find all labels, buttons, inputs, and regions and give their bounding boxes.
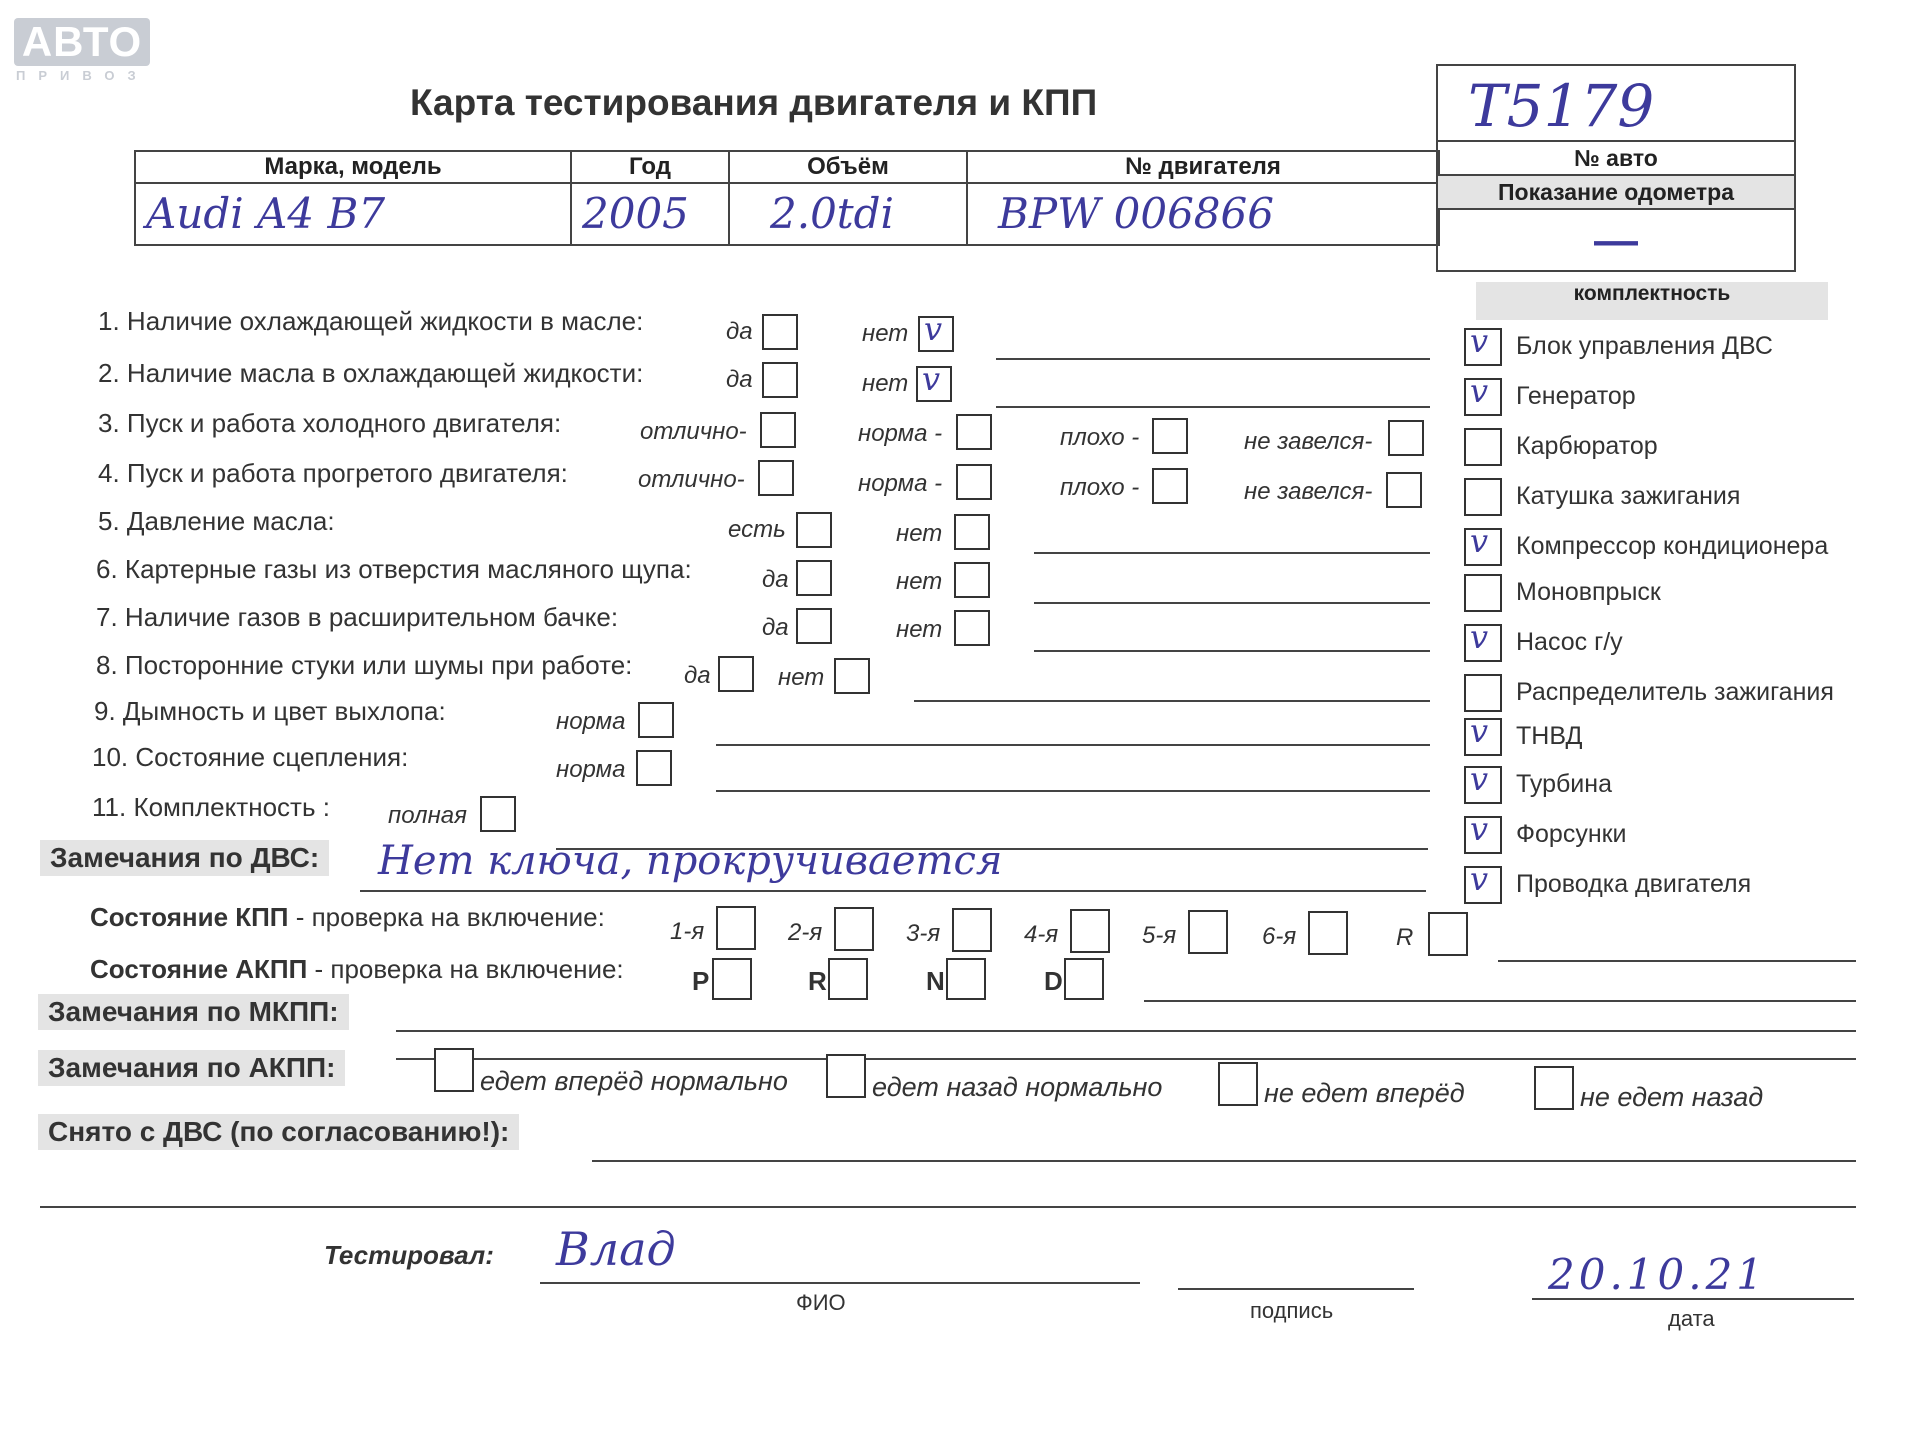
akpp-no-back-label: не едет назад [1580, 1082, 1764, 1112]
komplekt-label: Форсунки [1516, 820, 1627, 848]
q4-otl-label: отлично- [638, 466, 745, 493]
remarks-mkpp-label: Замечания по МКПП: [38, 994, 349, 1030]
komplekt-checkbox[interactable] [1464, 760, 1502, 804]
akpp-forward-normal-label: едет вперёд нормально [480, 1066, 788, 1096]
q4-norma-checkbox[interactable] [956, 464, 992, 500]
q4-otl-checkbox[interactable] [758, 460, 794, 496]
question-6: 6. Картерные газы из отверстия масляного щупа: [96, 554, 692, 584]
kpp-label: Состояние КПП - проверка на включение: [90, 902, 605, 932]
kpp-gear-label: 5-я [1142, 922, 1177, 949]
q5-notes-line[interactable] [1034, 552, 1430, 554]
komplekt-checkbox[interactable] [1464, 674, 1502, 712]
kpp-gear-label: 3-я [906, 920, 941, 947]
remarks-dvs-value[interactable]: Нет ключа, прокручивается [378, 838, 1003, 884]
header-year: Год [571, 151, 729, 183]
question-1: 1. Наличие охлаждающей жидкости в масле: [98, 306, 644, 336]
akpp-gear-checkbox[interactable] [1064, 958, 1104, 1000]
kpp-gear-checkbox[interactable] [1428, 912, 1468, 956]
signature-label: подпись [1250, 1298, 1334, 1323]
fio-label: ФИО [796, 1290, 846, 1315]
odometer-value[interactable]: — [1594, 216, 1638, 265]
q3-ne-zav-checkbox[interactable] [1388, 420, 1424, 456]
q5-est-checkbox[interactable] [796, 512, 832, 548]
q9-norma-checkbox[interactable] [638, 702, 674, 738]
q6-da-checkbox[interactable] [796, 560, 832, 596]
check-mark-icon: v [1470, 860, 1489, 898]
question-5: 5. Давление масла: [98, 506, 335, 536]
header-engine-number: № двигателя [967, 151, 1439, 183]
fio-line [540, 1282, 1140, 1284]
check-mark-icon: v [1470, 372, 1489, 410]
remarks-dvs-label: Замечания по ДВС: [40, 840, 329, 876]
q7-net-label: нет [896, 616, 943, 643]
q6-da-label: да [762, 566, 789, 593]
q3-otl-checkbox[interactable] [760, 412, 796, 448]
komplekt-checkbox[interactable] [1464, 712, 1502, 756]
komplekt-label: Распределитель зажигания [1516, 678, 1834, 706]
komplekt-checkbox[interactable] [1464, 860, 1502, 904]
question-11: 11. Комплектность : [92, 792, 330, 822]
komplekt-label: Насос г/у [1516, 628, 1623, 656]
date-label: дата [1668, 1306, 1715, 1331]
removed-label: Снято с ДВС (по согласованию!): [38, 1114, 519, 1150]
tested-by-label: Тестировал: [324, 1240, 494, 1270]
komplekt-checkbox[interactable] [1464, 428, 1502, 466]
kpp-gear-checkbox[interactable] [1188, 910, 1228, 954]
q7-net-checkbox[interactable] [954, 610, 990, 646]
q9-notes-line[interactable] [716, 744, 1430, 746]
question-9: 9. Дымность и цвет выхлопа: [94, 696, 446, 726]
akpp-forward-normal-checkbox[interactable] [434, 1048, 474, 1092]
removed-line-1[interactable] [592, 1160, 1856, 1162]
q1-net-label: нет [862, 320, 909, 347]
question-4: 4. Пуск и работа прогретого двигателя: [98, 458, 568, 488]
q9-norma-label: норма [556, 708, 626, 735]
q3-norma-checkbox[interactable] [956, 414, 992, 450]
q4-ploho-checkbox[interactable] [1152, 468, 1188, 504]
header-volume: Объём [729, 151, 967, 183]
date-value[interactable]: 20.10.21 [1548, 1250, 1768, 1299]
akpp-back-normal-label: едет назад нормально [872, 1072, 1163, 1102]
q4-ploho-label: плохо - [1060, 474, 1140, 501]
q3-ne-zav-label: не завелся- [1244, 428, 1373, 455]
check-mark-icon: v [1470, 322, 1489, 360]
akpp-no-forward-label: не едет вперёд [1264, 1078, 1465, 1108]
value-volume[interactable]: 2.0tdi [729, 183, 967, 245]
kpp-gear-label: 4-я [1024, 921, 1059, 948]
q3-norma-label: норма - [858, 420, 943, 447]
akpp-gear-label: P [692, 966, 710, 996]
kpp-gear-checkbox[interactable] [834, 907, 874, 951]
komplekt-checkbox[interactable] [1464, 522, 1502, 566]
q3-ploho-label: плохо - [1060, 424, 1140, 451]
check-mark-icon: v [1470, 712, 1489, 750]
question-7: 7. Наличие газов в расширительном бачке: [96, 602, 619, 632]
question-8: 8. Посторонние стуки или шумы при работе: [96, 650, 633, 680]
logo-subtitle: ПРИВОЗ [16, 68, 149, 83]
header-make-model: Марка, модель [135, 151, 571, 183]
komplekt-checkbox[interactable] [1464, 810, 1502, 854]
value-year[interactable]: 2005 [571, 183, 729, 245]
logo: АВТО [14, 18, 150, 66]
kpp-gear-checkbox[interactable] [1308, 911, 1348, 955]
akpp-notes-line[interactable] [1144, 1000, 1856, 1002]
remarks-dvs-line [360, 890, 1426, 892]
page-title: Карта тестирования двигателя и КПП [410, 82, 1098, 123]
komplekt-label: ТНВД [1516, 722, 1583, 750]
q8-net-checkbox[interactable] [834, 658, 870, 694]
akpp-label: Состояние АКПП - проверка на включение: [90, 954, 624, 984]
komplekt-label: Проводка двигателя [1516, 870, 1752, 898]
akpp-gear-checkbox[interactable] [946, 958, 986, 1000]
q10-norma-checkbox[interactable] [636, 750, 672, 786]
q5-net-checkbox[interactable] [954, 514, 990, 550]
kpp-notes-line[interactable] [1498, 960, 1856, 962]
akpp-no-forward-checkbox[interactable] [1218, 1062, 1258, 1106]
check-mark-icon: v [1470, 760, 1489, 798]
removed-line-2[interactable] [40, 1206, 1856, 1208]
komplekt-header: комплектность [1476, 282, 1828, 320]
remarks-akpp-line [396, 1058, 1856, 1060]
check-mark-icon: v [1470, 618, 1489, 656]
akpp-gear-checkbox[interactable] [712, 958, 752, 1000]
remarks-mkpp-line[interactable] [396, 1030, 1856, 1032]
komplekt-checkbox[interactable] [1464, 574, 1502, 612]
q1-notes-line[interactable] [996, 358, 1430, 360]
komplekt-label: Карбюратор [1516, 432, 1658, 460]
komplekt-checkbox[interactable] [1464, 322, 1502, 366]
q3-otl-label: отлично- [640, 418, 747, 445]
auto-number[interactable]: T5179 [1468, 72, 1655, 140]
kpp-gear-checkbox[interactable] [716, 906, 756, 950]
q8-da-checkbox[interactable] [718, 656, 754, 692]
akpp-back-normal-checkbox[interactable] [826, 1054, 866, 1098]
kpp-gear-label: 6-я [1262, 923, 1297, 950]
akpp-gear-checkbox[interactable] [828, 958, 868, 1000]
q11-polnaya-checkbox[interactable] [480, 796, 516, 832]
value-engine-number[interactable]: BPW 006866 [967, 183, 1439, 245]
akpp-no-back-checkbox[interactable] [1534, 1066, 1574, 1110]
komplekt-checkbox[interactable] [1464, 478, 1502, 516]
date-line [1532, 1298, 1854, 1300]
auto-number-box [1436, 64, 1796, 272]
question-3: 3. Пуск и работа холодного двигателя: [98, 408, 562, 438]
q1-da-label: да [726, 318, 753, 345]
q2-da-checkbox[interactable] [762, 362, 798, 398]
komplekt-label: Моновпрыск [1516, 578, 1661, 606]
kpp-gear-label: 2-я [788, 919, 823, 946]
q4-norma-label: норма - [858, 470, 943, 497]
akpp-gear-label: R [808, 966, 827, 996]
q2-net-checkbox[interactable] [916, 360, 952, 402]
q2-net-label: нет [862, 370, 909, 397]
kpp-gear-checkbox[interactable] [952, 908, 992, 952]
check-mark-icon: v [1470, 522, 1489, 560]
question-10: 10. Состояние сцепления: [92, 742, 409, 772]
q7-da-label: да [762, 614, 789, 641]
q10-notes-line[interactable] [716, 790, 1430, 792]
komplekt-checkbox[interactable] [1464, 372, 1502, 416]
q5-est-label: есть [728, 516, 786, 543]
q4-ne-zav-checkbox[interactable] [1386, 472, 1422, 508]
vehicle-info-table [134, 150, 1440, 246]
komplekt-label: Катушка зажигания [1516, 482, 1741, 510]
q10-norma-label: норма [556, 756, 626, 783]
q8-net-label: нет [778, 664, 825, 691]
remarks-akpp-label: Замечания по АКПП: [38, 1050, 345, 1086]
komplekt-label: Блок управления ДВС [1516, 332, 1773, 360]
q8-notes-line[interactable] [914, 700, 1430, 702]
akpp-gear-label: N [926, 966, 945, 996]
odometer-label: Показание одометра [1438, 174, 1794, 210]
value-make-model[interactable]: Audi A4 B7 [135, 183, 571, 245]
q2-da-label: да [726, 366, 753, 393]
auto-number-label: № авто [1438, 140, 1794, 174]
akpp-gear-label: D [1044, 966, 1063, 996]
q6-net-label: нет [896, 568, 943, 595]
q2-notes-line[interactable] [996, 406, 1430, 408]
komplekt-label: Генератор [1516, 382, 1636, 410]
q5-net-label: нет [896, 520, 943, 547]
komplekt-label: Турбина [1516, 770, 1612, 798]
check-mark-icon: v [924, 310, 943, 348]
q4-ne-zav-label: не завелся- [1244, 478, 1373, 505]
q8-da-label: да [684, 662, 711, 689]
komplekt-checkbox[interactable] [1464, 618, 1502, 662]
komplekt-label: Компрессор кондиционера [1516, 532, 1829, 560]
kpp-gear-label: 1-я [670, 918, 705, 945]
q1-net-checkbox[interactable] [918, 310, 954, 352]
q7-da-checkbox[interactable] [796, 608, 832, 644]
signature-line[interactable] [1178, 1288, 1414, 1290]
q6-notes-line[interactable] [1034, 602, 1430, 604]
check-mark-icon: v [1470, 810, 1489, 848]
q7-notes-line[interactable] [1034, 650, 1430, 652]
q6-net-checkbox[interactable] [954, 562, 990, 598]
q3-ploho-checkbox[interactable] [1152, 418, 1188, 454]
check-mark-icon: v [922, 360, 941, 398]
kpp-gear-label: R [1396, 924, 1414, 951]
q1-da-checkbox[interactable] [762, 314, 798, 350]
kpp-gear-checkbox[interactable] [1070, 909, 1110, 953]
tester-name[interactable]: Влад [556, 1222, 676, 1276]
q11-polnaya-label: полная [388, 802, 467, 829]
question-2: 2. Наличие масла в охлаждающей жидкости: [98, 358, 644, 388]
